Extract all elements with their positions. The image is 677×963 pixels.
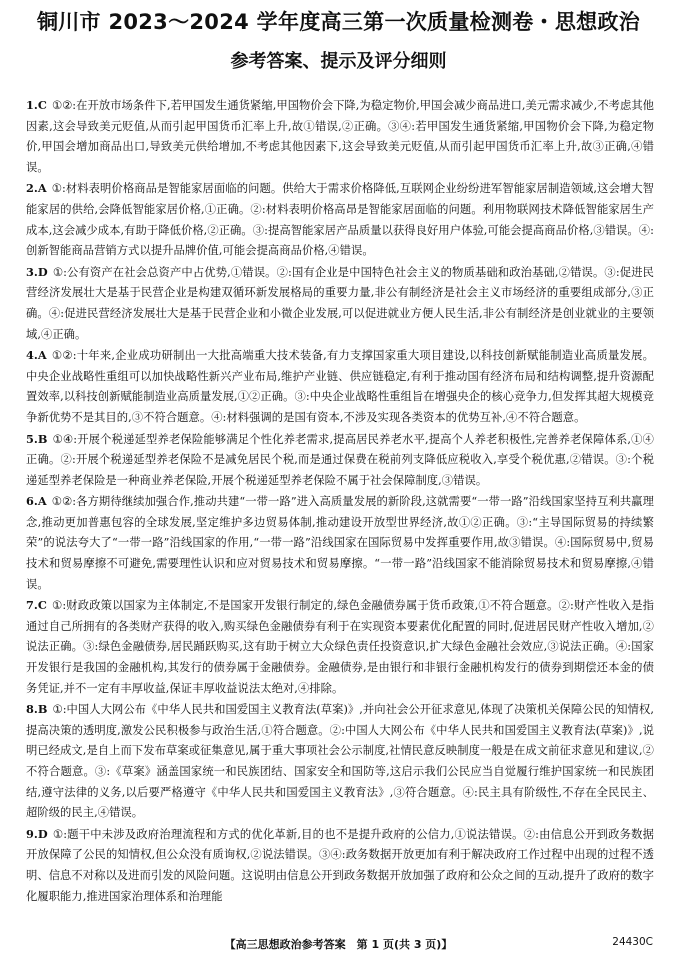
item-explanation: ①:中国人大网公布《中华人民共和国爱国主义教育法(草案)》,并向社会公开征求意见,体现了决策机关保障公民的知情权,提高决策的透明度,激发公民积极参与政治生活,①符合题意。②:中国人大网公布《中华人民共和国爱国主义教育法(草案)》,说明已经成文,是自上而下发布草案或征集意见,属于重大事项社会公示制度,社情民意反映制度一般是在成文前征求意见和建议,②不符合题意。③:《草案》涵盖国家统一和民族团结、国家安全和国防等,这启示我们公民应当自觉履行维护国家统一和民族团结,遵守法律的义务,以后要严格遵守《中华人民共和国爱国主义教育法》,③符合题意。④:民主具有阶级性,不存在全民民主、超阶级的民主,④错误。 [26,703,654,820]
item-answer: A [37,494,47,509]
item-number: 8. [26,702,38,717]
answer-item-6 [26,491,654,595]
item-number: 5. [26,431,38,446]
item-explanation: ①②:十年来,企业成功研制出一大批高端重大技术装备,有力支撑国家重大项目建设,以科技创新赋能制造业高质量发展。中央企业战略性重组可以加快战略性新兴产业布局,维护产业链、供应链稳定,有利于推动国有经济布局和结构调整,提升资源配置效率,以科技创新赋能制造业高质量发展,①②正确。③:中央企业战略性重组旨在增强央企的核心竞争力,但发挥其超大规模竞争新优势不是其目的,③不符合题意。④:材料强调的是国有资本,不涉及实现各类资本的优势互补,④不符合题意。 [26,349,654,424]
item-explanation: ①④:开展个税递延型养老保险能够满足个性化养老需求,提高居民养老水平,提高个人养老积极性,完善养老保障体系,①④正确。②:开展个税递延型养老保险不是减免居民个税,而是通过保费在税前列支降低应税收入,享受个税优惠,②错误。③:个税递延型养老保险是一种商业养老保险,开展个税递延型养老保险不属于社会保障制度,③错误。 [26,432,654,487]
answer-list [26,95,654,907]
answer-item-3 [26,262,654,345]
item-number: 3. [26,264,38,279]
answer-item-2 [26,178,654,261]
item-answer: D [37,826,48,841]
item-number: 4. [26,348,38,363]
document-title: 铜川市 2023～2024 学年度高三第一次质量检测卷・思想政治 [36,10,641,34]
item-answer: B [37,431,48,446]
answer-item-8 [26,699,654,824]
item-explanation: ①:题干中未涉及政府治理流程和方式的优化革新,目的也不是提升政府的公信力,①说法错误。②:由信息公开到政务数据开放保障了公民的知情权,但公众没有质询权,②说法错误。③④:政务数据开放更加有利于解决政府工作过程中出现的过程不透明、信息不对称以及进而引发的风险问题。这说明由信息公开到政务数据开放加强了政府和公众之间的互动,提升了政府的数字化履职能力,推进国家治理体系和治理能 [26,827,654,903]
item-explanation: ①②:在开放市场条件下,若甲国发生通货紧缩,甲国物价会下降,为稳定物价,甲国会减少商品进口,美元需求减少,不考虑其他因素,这会导致美元贬值,从而引起甲国货币汇率上升,故①错误,②正确。③④:若甲国发生通货紧缩,甲国物价会下降,为稳定物价,甲国会增加商品出口,导致美元供给增加,不考虑其他因素下,这会导致美元贬值,从而引起甲国货币汇率上升,故③正确,④错误。 [26,99,655,174]
item-number: 1. [26,98,38,112]
answer-item-5 [26,429,654,492]
item-explanation: ①:材料表明价格商品是智能家居面临的问题。供给大于需求价格降低,互联网企业纷纷进军智能家居制造领域,这会增大智能家居的供给,会降低智能家居价格,①正确。②:材料表明价格高昂是智能家居面临的问题。利用物联网技术降低智能家居生产成本,这会减少成本,有助于降低价格,②正确。③:提高智能家居产品质量以获得良好用户体验,可能会提高商品价格,③错误。④:创新智能商品营销方式以提升品牌价值,可能会提高商品价格,④错误。 [26,182,654,258]
page-footer [0,936,677,952]
answer-item-4 [26,345,654,428]
item-explanation: ①:财政政策以国家为主体制定,不是国家开发银行制定的,绿色金融债券属于货币政策,①不符合题意。②:财产性收入是指通过自己所拥有的各类财产获得的收入,购买绿色金融债券有利于在实现资本要素优化配置的同时,促进居民财产性收入增加,②说法正确。③:绿色金融债券,居民踊跃购买,这有助于树立大众绿色责任投资意识,扩大绿色金融社会效应,③说法正确。④:国家开发银行是我国的金融机构,其发行的债券属于金融债券。金融债券,是由银行和非银行金融机构发行的债券到期偿还本金的债务凭证,并不一定有丰厚收益,保证丰厚收益说法太绝对,④排除。 [26,599,654,695]
document-code: 24430C [612,936,653,948]
page-number-label: 【高三思想政治参考答案 第 1 页(共 3 页)】 [224,938,453,951]
item-explanation: ①②:各方期待继续加强合作,推动共建“一带一路”进入高质量发展的新阶段,这就需要“一带一路”沿线国家坚持互利共赢理念,推动更加普惠包容的全球发展,坚定维护多边贸易体制,推动建设开放型世界经济,故①②正确。③:“主导国际贸易的持续繁荣”的说法夸大了“一带一路”沿线国家的作用,“一带一路”沿线国家在国际贸易中发挥重要作用,故③错误。④:国际贸易中,贸易技术和贸易摩擦不可避免,需要理性认识和应对贸易技术和贸易摩擦。“一带一路”沿线国家不能消除贸易技术和贸易摩擦,④错误。 [26,495,654,591]
item-answer: A [37,181,47,196]
item-answer: B [37,702,48,717]
item-number: 7. [26,598,38,613]
item-answer: C [37,598,47,613]
item-number: 9. [26,826,38,841]
answer-item-1 [26,95,654,178]
item-answer: C [37,98,47,112]
item-number: 2. [26,181,38,196]
item-number: 6. [26,494,38,509]
answer-item-7 [26,595,654,699]
item-answer: A [37,348,47,363]
document-subtitle: 参考答案、提示及评分细则 [230,51,447,72]
item-answer: D [37,264,48,279]
answer-item-9 [26,824,654,907]
item-explanation: ①:公有资产在社会总资产中占优势,①错误。②:国有企业是中国特色社会主义的物质基础和政治基础,②错误。③:促进民营经济发展壮大是基于民营企业是构建双循环新发展格局的重要力量,非公有制经济是社会主义市场经济的重要组成部分,③正确。④:促进民营经济发展壮大是基于民营企业和小微企业发展,可以促进就业方便人民生活,非公有制经济是创业就业的主要领域,④正确。 [26,265,654,341]
